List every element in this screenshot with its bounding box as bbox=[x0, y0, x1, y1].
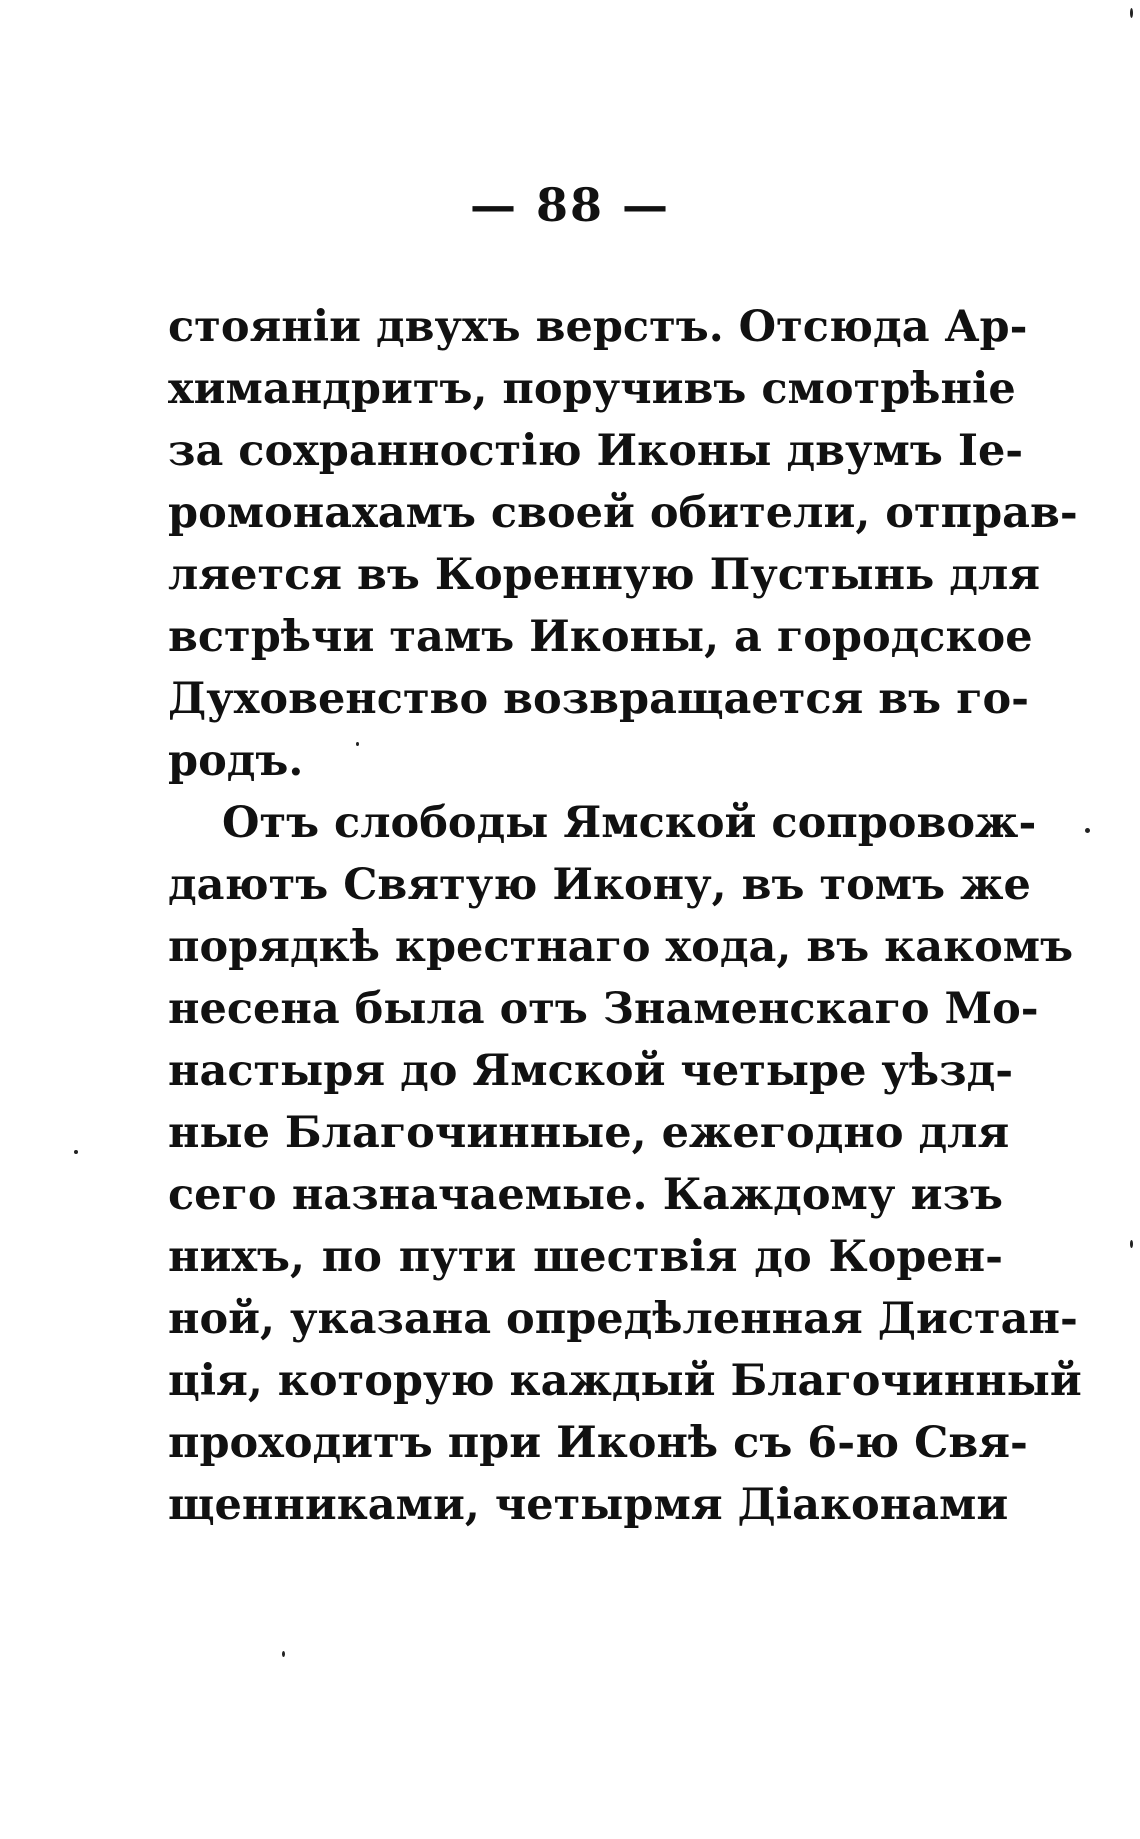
text-line: настыря до Ямской четыре уѣзд- bbox=[168, 1046, 1014, 1096]
paragraph-first-line: Отъ слободы Ямской сопровож- bbox=[222, 798, 1037, 848]
text-line: химандритъ, поручивъ смотрѣнiе bbox=[168, 364, 1016, 414]
text-line: ной, указана опредѣленная Дистан- bbox=[168, 1294, 1078, 1344]
text-line: проходитъ при Иконѣ съ 6-ю Свя- bbox=[168, 1418, 1028, 1468]
text-line: ляется въ Коренную Пустынь для bbox=[168, 550, 1041, 600]
scan-speck bbox=[356, 742, 359, 746]
text-line: щенниками, четырмя Дiаконами bbox=[168, 1480, 1009, 1530]
scan-speck bbox=[1130, 8, 1133, 18]
text-line: несена была отъ Знаменскаго Мо- bbox=[168, 984, 1039, 1034]
text-line: даютъ Святую Икону, въ томъ же bbox=[168, 860, 1031, 910]
body-text bbox=[168, 296, 1082, 1536]
text-line: за сохранностiю Иконы двумъ Iе- bbox=[168, 426, 1024, 476]
text-line: цiя, которую каждый Благочинный bbox=[168, 1356, 1082, 1406]
scan-speck bbox=[282, 1651, 285, 1657]
scan-speck bbox=[74, 1150, 78, 1154]
page-number: — 88 — bbox=[469, 178, 671, 232]
text-line: порядкѣ крестнаго хода, въ какомъ bbox=[168, 922, 1074, 972]
text-line: нихъ, по пути шествiя до Корен- bbox=[168, 1232, 1003, 1282]
scan-speck bbox=[1085, 828, 1090, 833]
text-line: ные Благочинные, ежегодно для bbox=[168, 1108, 1010, 1158]
text-line: ромонахамъ своей обители, отправ- bbox=[168, 488, 1078, 538]
text-line: Духовенство возвращается въ го- bbox=[168, 674, 1029, 724]
text-line: стоянiи двухъ верстъ. Отсюда Ар- bbox=[168, 302, 1028, 352]
text-line: сего назначаемые. Каждому изъ bbox=[168, 1170, 1003, 1220]
text-line: встрѣчи тамъ Иконы, а городское bbox=[168, 612, 1033, 662]
scan-speck bbox=[1130, 1240, 1133, 1248]
text-line: родъ. bbox=[168, 736, 304, 786]
